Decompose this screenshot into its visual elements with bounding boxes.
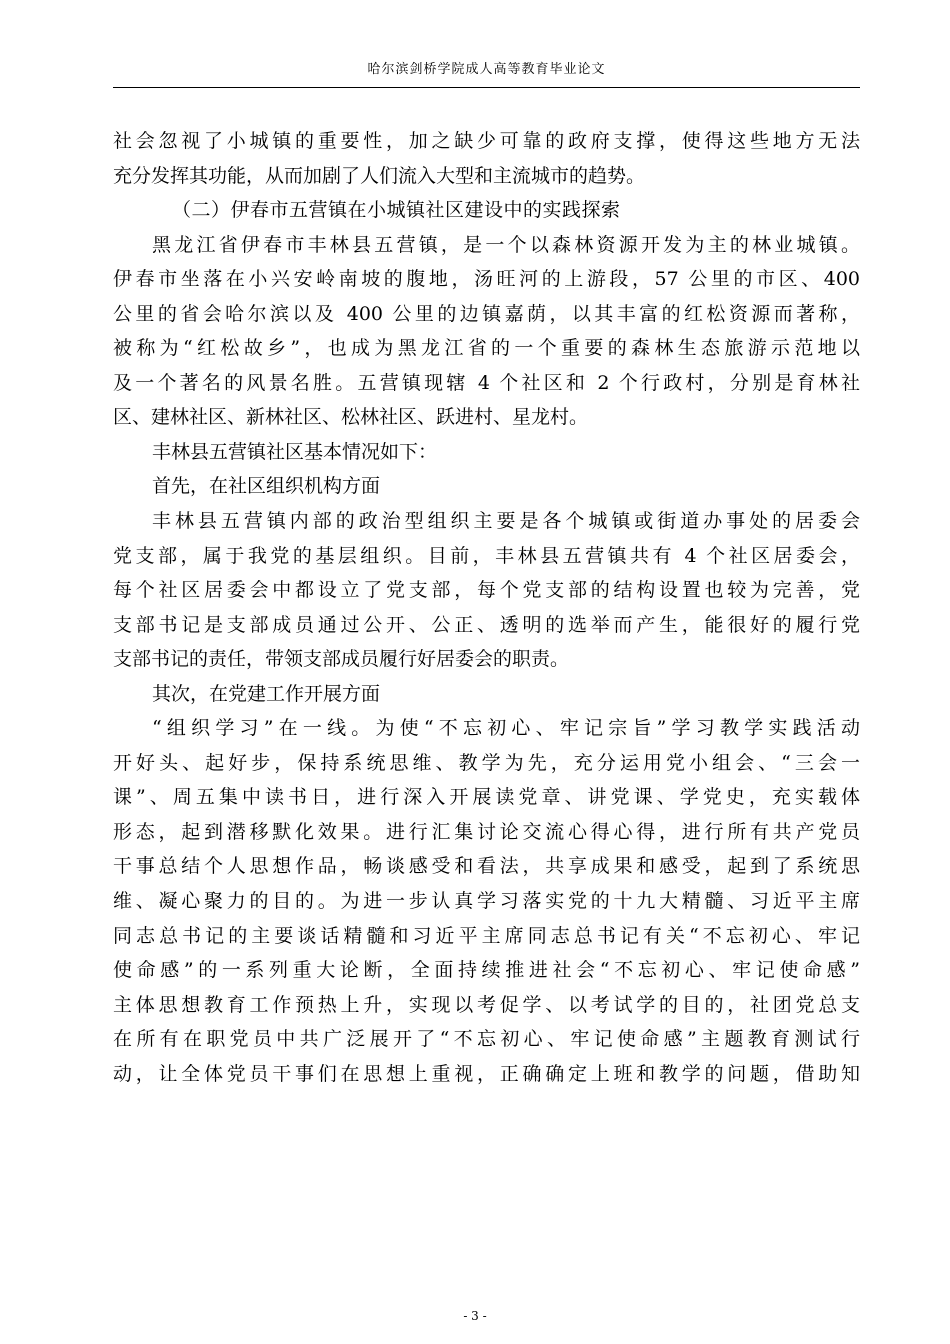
paragraph-line: 同志总书记的主要谈话精髓和习近平主席同志总书记有关“不忘初心、牢记 xyxy=(113,924,860,947)
paragraph-line: 在所有在职党员中共广泛展开了“不忘初心、牢记使命感”主题教育测试行 xyxy=(113,1028,860,1051)
paragraph-line: 使命感”的一系列重大论断，全面持续推进社会“不忘初心、牢记使命感” xyxy=(113,959,860,982)
section-heading: （二）伊春市五营镇在小城镇社区建设中的实践探索 xyxy=(172,199,621,222)
paragraph-line: 干事总结个人思想作品，畅谈感受和看法，共享成果和感受，起到了系统思 xyxy=(113,855,860,878)
paragraph-line: 维、凝心聚力的目的。为进一步认真学习落实党的十九大精髓、习近平主席 xyxy=(113,890,860,913)
paragraph-line: 形态，起到潜移默化效果。进行汇集讨论交流心得心得，进行所有共产党员 xyxy=(113,820,860,843)
paragraph-line: 开好头、起好步，保持系统思维、教学为先，充分运用党小组会、“三会一 xyxy=(113,751,860,774)
paragraph-line: 被称为“红松故乡”，也成为黑龙江省的一个重要的森林生态旅游示范地以 xyxy=(113,337,860,360)
paragraph-line: 动，让全体党员干事们在思想上重视，正确确定上班和教学的问题，借助知 xyxy=(113,1062,860,1085)
paragraph-line: 充分发挥其功能，从而加剧了人们流入大型和主流城市的趋势。 xyxy=(113,164,646,187)
paragraph-line: 每个社区居委会中都设立了党支部，每个党支部的结构设置也较为完善，党 xyxy=(113,579,860,602)
paragraph-line: 社会忽视了小城镇的重要性，加之缺少可靠的政府支撑，使得这些地方无法 xyxy=(113,130,860,152)
paragraph-line: 公里的省会哈尔滨以及 400 公里的边镇嘉荫，以其丰富的红松资源而著称， xyxy=(113,302,860,325)
header-divider xyxy=(113,87,860,88)
paragraph-line: 丰林县五营镇社区基本情况如下： xyxy=(152,440,438,463)
paragraph-line: 主体思想教育工作预热上升，实现以考促学、以考试学的目的，社团党总支 xyxy=(113,993,860,1016)
paragraph-line: “组织学习”在一线。为使“不忘初心、牢记宗旨”学习教学实践活动 xyxy=(152,717,860,740)
paragraph-line: 黑龙江省伊春市丰林县五营镇，是一个以森林资源开发为主的林业城镇。 xyxy=(152,233,860,256)
running-header: 哈尔滨剑桥学院成人高等教育毕业论文 xyxy=(367,62,606,77)
body-text xyxy=(113,124,860,1091)
paragraph-line: 党支部，属于我党的基层组织。目前，丰林县五营镇共有 4 个社区居委会， xyxy=(113,544,860,567)
page-number: - 3 - xyxy=(463,1309,487,1323)
paragraph-line: 支部书记是支部成员通过公开、公正、透明的选举而产生，能很好的履行党 xyxy=(113,613,860,636)
subsection-heading: 其次，在党建工作开展方面 xyxy=(152,682,381,705)
subsection-heading: 首先，在社区组织机构方面 xyxy=(152,475,381,498)
paragraph-line: 课”、周五集中读书日，进行深入开展读党章、讲党课、学党史，充实载体 xyxy=(113,786,860,809)
paragraph-line: 区、建林社区、新林社区、松林社区、跃进村、星龙村。 xyxy=(113,406,589,429)
paragraph-line: 伊春市坐落在小兴安岭南坡的腹地，汤旺河的上游段，57 公里的市区、400 xyxy=(113,268,860,291)
paragraph-line: 及一个著名的风景名胜。五营镇现辖 4 个社区和 2 个行政村，分别是育林社 xyxy=(113,371,860,394)
paragraph-line: 支部书记的责任，带领支部成员履行好居委会的职责。 xyxy=(113,648,570,671)
paragraph-line: 丰林县五营镇内部的政治型组织主要是各个城镇或街道办事处的居委会 xyxy=(152,510,860,533)
